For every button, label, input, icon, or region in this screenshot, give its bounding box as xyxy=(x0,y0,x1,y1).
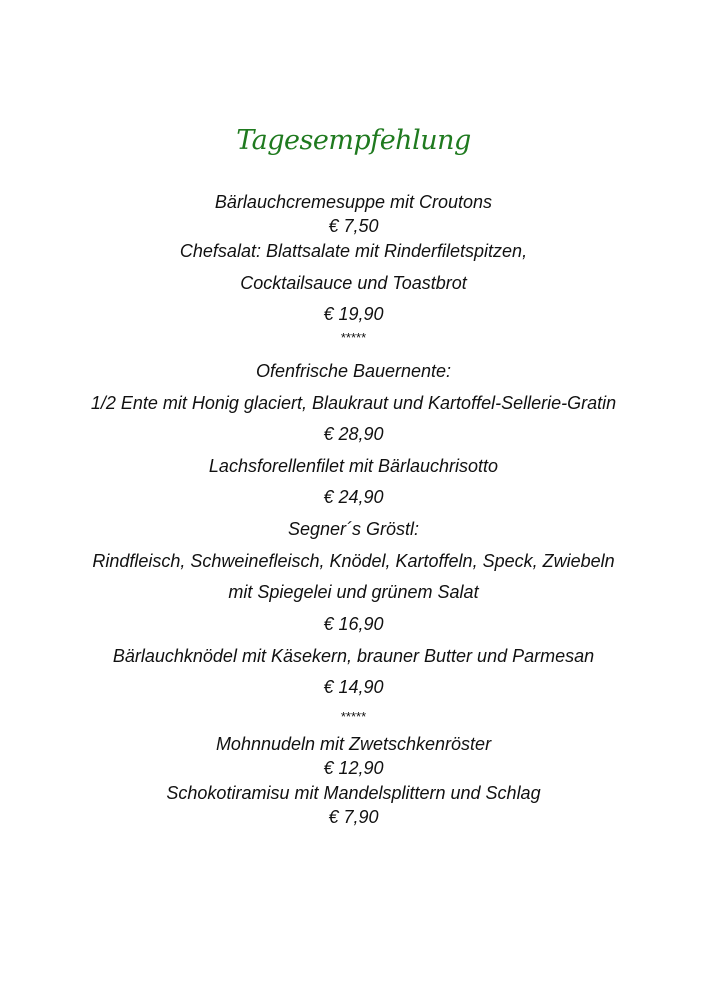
dish-chefsalat-continued: Cocktailsauce und Toastbrot xyxy=(240,273,467,293)
price-baerlauchknoedel: € 14,90 xyxy=(323,677,384,697)
dish-groestl: Segner´s Gröstl: xyxy=(287,519,420,539)
dish-mohnnudeln: Mohnnudeln mit Zwetschkenröster xyxy=(215,734,492,754)
price-groestl: € 16,90 xyxy=(323,614,384,634)
dish-soup: Bärlauchcremesuppe mit Croutons xyxy=(214,192,493,212)
dish-schokotiramisu: Schokotiramisu mit Mandelsplittern und Schlag xyxy=(166,783,541,803)
dish-groestl-description: Rindfleisch, Schweinefleisch, Knödel, Kartoffeln, Speck, Zwiebeln xyxy=(92,551,615,571)
dish-chefsalat: Chefsalat: Blattsalate mit Rinderfiletspitzen, xyxy=(179,241,528,261)
price-soup: € 7,50 xyxy=(328,216,379,236)
price-lachsforelle: € 24,90 xyxy=(323,487,384,507)
price-mohnnudeln: € 12,90 xyxy=(323,758,384,778)
menu-title: Tagesempfehlung xyxy=(236,125,471,156)
section-separator: ***** xyxy=(340,330,367,345)
dish-lachsforelle: Lachsforellenfilet mit Bärlauchrisotto xyxy=(208,456,499,476)
dish-baerlauchknoedel: Bärlauchknödel mit Käsekern, brauner Butter und Parmesan xyxy=(112,646,595,666)
price-bauernente: € 28,90 xyxy=(323,424,384,444)
section-separator: ***** xyxy=(340,709,367,724)
dish-bauernente: Ofenfrische Bauernente: xyxy=(255,361,452,381)
dish-bauernente-description: 1/2 Ente mit Honig glaciert, Blaukraut und Kartoffel-Sellerie-Gratin xyxy=(90,393,617,413)
price-schokotiramisu: € 7,90 xyxy=(328,807,379,827)
dish-groestl-description-continued: mit Spiegelei und grünem Salat xyxy=(228,582,479,602)
price-chefsalat: € 19,90 xyxy=(323,304,384,324)
